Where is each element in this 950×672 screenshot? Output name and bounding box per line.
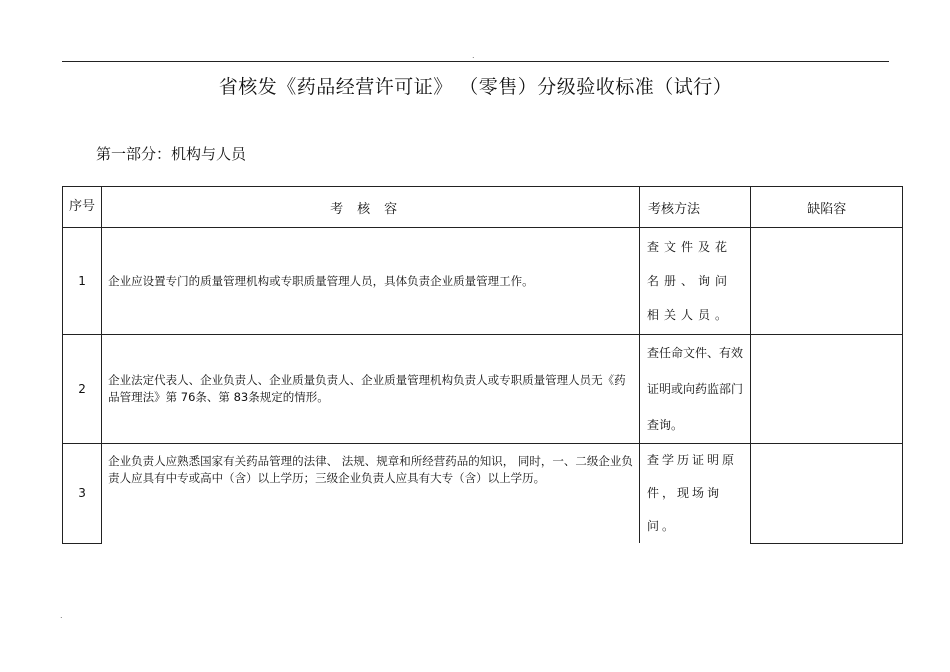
row-defect bbox=[751, 228, 903, 335]
row-content: 企业法定代表人、企业负责人、企业质量负责人、企业质量管理机构负责人或专职质量管理人员无《药品管理法》第 76条、第 83条规定的情形。 bbox=[102, 335, 640, 444]
header-dot: . bbox=[472, 51, 475, 60]
header-rule bbox=[62, 61, 889, 62]
row-defect bbox=[751, 335, 903, 444]
table-header-row bbox=[63, 187, 903, 228]
row-method: 查任命文件、有效证明或向药监部门查询。 bbox=[640, 335, 751, 444]
row-seq: 2 bbox=[63, 335, 102, 444]
header-method: 考核方法 bbox=[640, 187, 751, 228]
row-content: 企业应设置专门的质量管理机构或专职质量管理人员，具体负责企业质量管理工作。 bbox=[102, 228, 640, 335]
row-method: 查文件及花名册、询问相关人员。 bbox=[640, 228, 751, 335]
document-title: 省核发《药品经营许可证》 （零售）分级验收标准（试行） bbox=[218, 76, 733, 98]
row-seq: 3 bbox=[63, 444, 102, 544]
row-method: 查学历证明原件，现场询问。 bbox=[640, 444, 751, 544]
row-defect bbox=[751, 444, 903, 544]
row-seq: 1 bbox=[63, 228, 102, 335]
header-defect: 缺陷容 bbox=[751, 187, 903, 228]
section-heading: 第一部分：机构与人员 bbox=[96, 145, 247, 163]
criteria-table bbox=[62, 186, 903, 544]
table-row bbox=[63, 335, 903, 444]
row-content: 企业负责人应熟悉国家有关药品管理的法律、 法规、规章和所经营药品的知识， 同时，一、二级企业负责人应具有中专或高中（含）以上学历；三级企业负责人应具有大专（含）以上学历。 bbox=[102, 444, 640, 544]
footer-dot: . bbox=[60, 611, 63, 620]
table-row bbox=[63, 228, 903, 335]
header-content: 考核容 bbox=[102, 187, 640, 228]
header-seq: 序号 bbox=[63, 187, 102, 228]
table-row bbox=[63, 444, 903, 544]
